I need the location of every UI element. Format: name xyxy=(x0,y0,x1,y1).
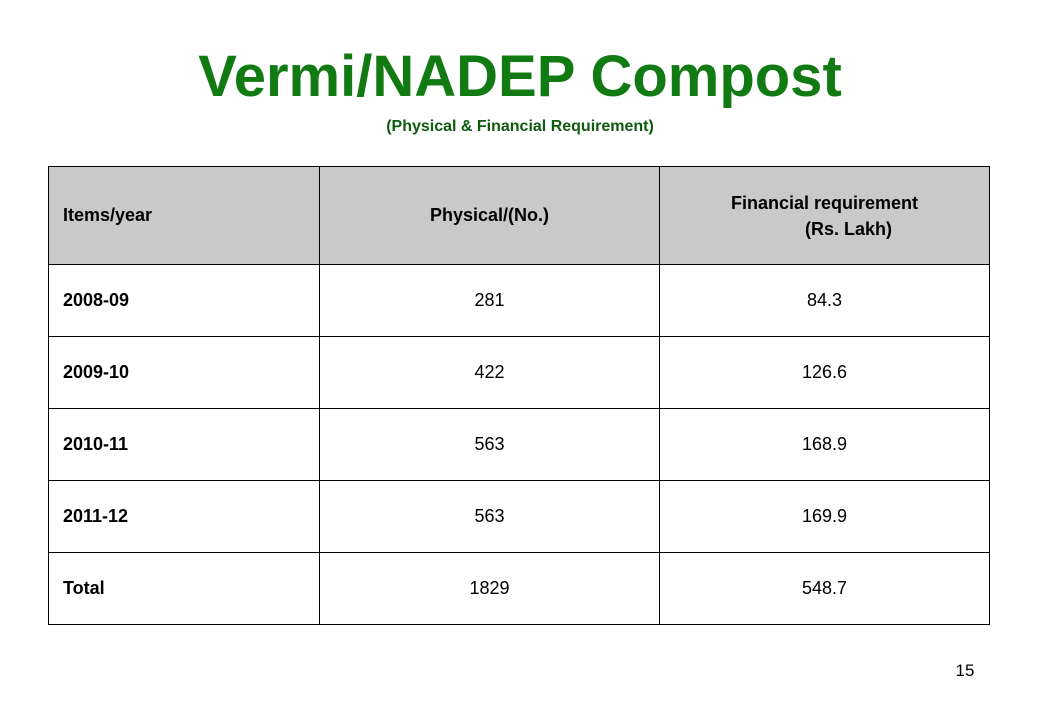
table-body xyxy=(49,265,990,625)
total-financial-cell: 548.7 xyxy=(660,553,990,625)
financial-cell: 84.3 xyxy=(660,265,990,337)
physical-cell: 422 xyxy=(320,337,660,409)
year-cell: 2010-11 xyxy=(49,409,320,481)
slide-subtitle: (Physical & Financial Requirement) xyxy=(386,118,654,135)
year-cell: 2008-09 xyxy=(49,265,320,337)
table-row xyxy=(49,409,990,481)
year-cell: 2009-10 xyxy=(49,337,320,409)
financial-cell: 169.9 xyxy=(660,481,990,553)
page-number: 15 xyxy=(955,661,975,680)
slide-title: Vermi/NADEP Compost xyxy=(198,44,842,109)
physical-cell: 563 xyxy=(320,481,660,553)
year-cell: 2011-12 xyxy=(49,481,320,553)
header-financial-line2: (Rs. Lakh) xyxy=(804,218,892,239)
financial-cell: 168.9 xyxy=(660,409,990,481)
table-row xyxy=(49,337,990,409)
header-financial-line1: Financial requirement xyxy=(730,192,919,213)
requirement-table xyxy=(48,166,990,625)
header-financial xyxy=(660,167,990,265)
header-items-year: Items/year xyxy=(49,167,320,265)
table-header xyxy=(49,167,990,265)
table-row-total xyxy=(49,553,990,625)
header-physical: Physical/(No.) xyxy=(320,167,660,265)
total-physical-cell: 1829 xyxy=(320,553,660,625)
table-header-row xyxy=(49,167,990,265)
table-row xyxy=(49,265,990,337)
table-row xyxy=(49,481,990,553)
physical-cell: 281 xyxy=(320,265,660,337)
physical-cell: 563 xyxy=(320,409,660,481)
total-label-cell: Total xyxy=(49,553,320,625)
financial-cell: 126.6 xyxy=(660,337,990,409)
